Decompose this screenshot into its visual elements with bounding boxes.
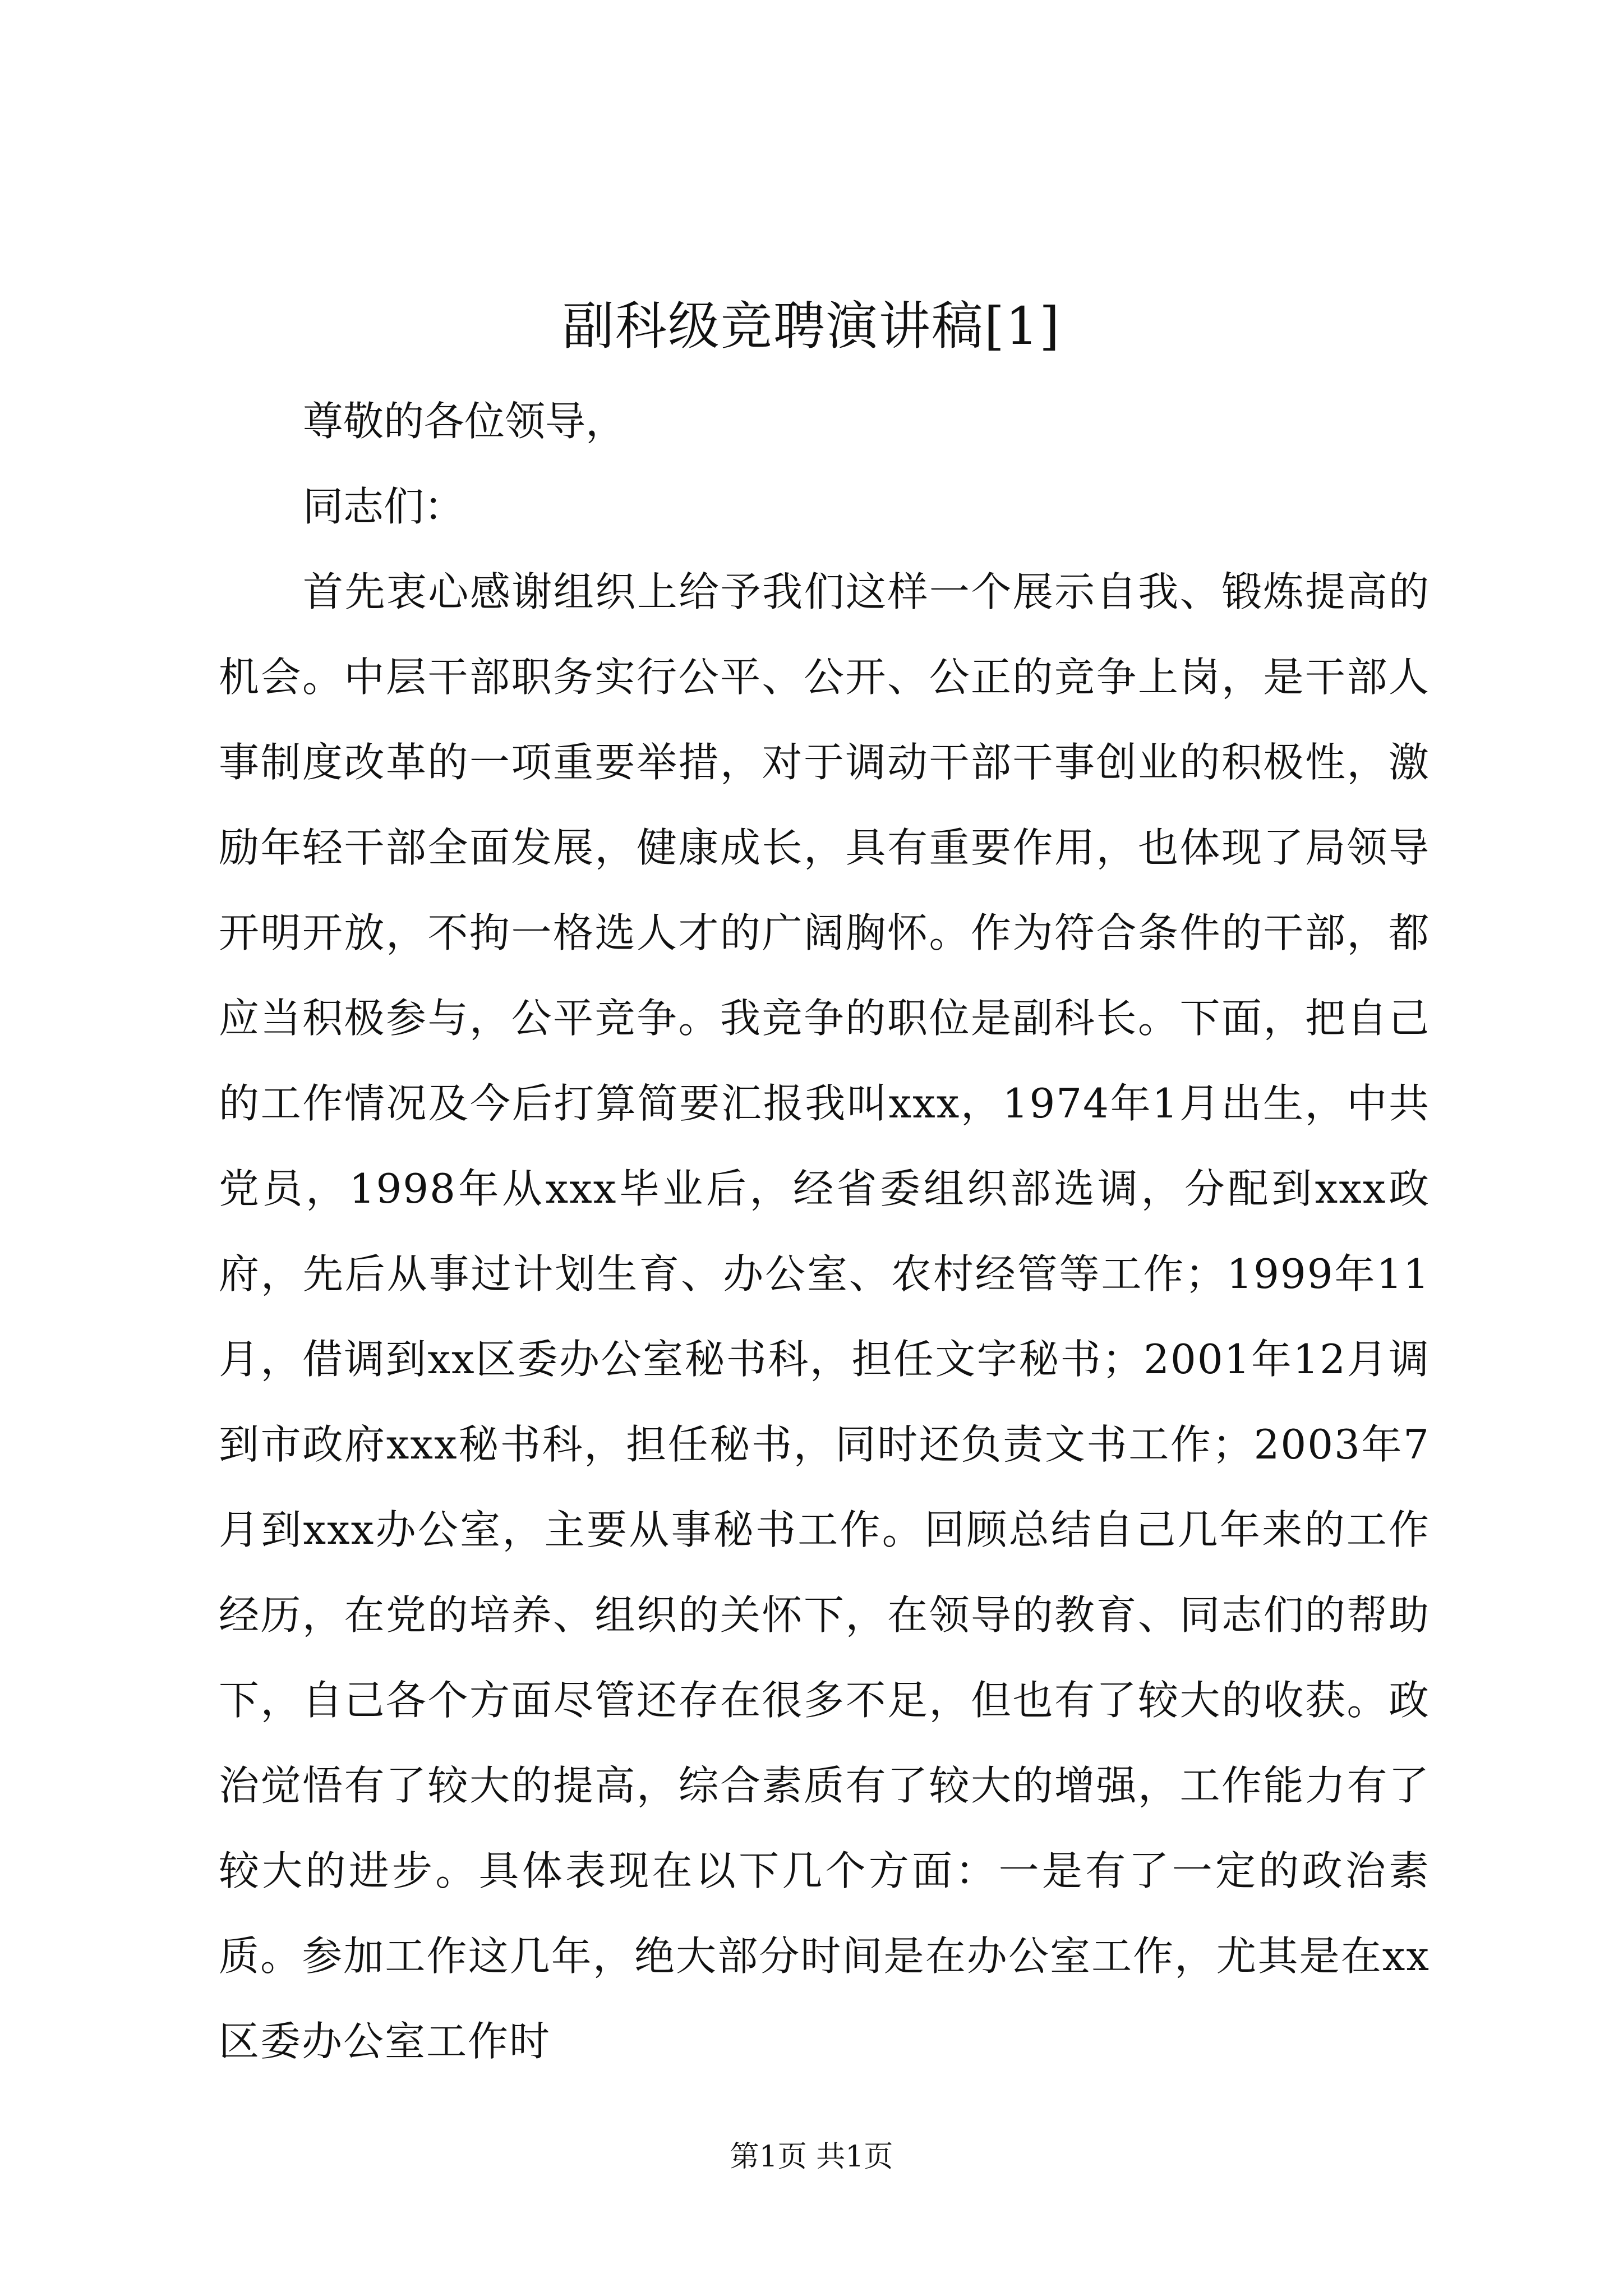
body-paragraph: 首先衷心感谢组织上给予我们这样一个展示自我、锻炼提高的机会。中层干部职务实行公平、公开、公正的竞争上岗，是干部人事制度改革的一项重要举措，对于调动干部干事创业的积极性，激励年轻干部全面发展，健康成长，具有重要作用，也体现了局领导开明开放，不拘一格选人才的广阔胸怀。作为符合条件的干部，都应当积极参与，公平竞争。我竞争的职位是副科长。下面，把自己的工作情况及今后打算简要汇报我叫xxx，1974年1月出生，中共党员，1998年从xxx毕业后，经省委组织部选调，分配到xxx政府，先后从事过计划生育、办公室、农村经管等工作；1999年11月，借调到xx区委办公室秘书科，担任文字秘书；2001年12月调到市政府xxx秘书科，担任秘书，同时还负责文书工作；2003年7月到xxx办公室，主要从事秘书工作。回顾总结自己几年来的工作经历，在党的培养、组织的关怀下，在领导的教育、同志们的帮助下，自己各个方面尽管还存在很多不足，但也有了较大的收获。政治觉悟有了较大的提高，综合素质有了较大的增强，工作能力有了较大的进步。具体表现在以下几个方面：一是有了一定的政治素质。参加工作这几年，绝大部分时间是在办公室工作，尤其是在xx区委办公室工作时: [219, 568, 1430, 2065]
salutation-line-2: 同志们：: [303, 483, 465, 530]
salutation-line-1: 尊敬的各位领导，: [303, 398, 626, 445]
document-title: 副科级竞聘演讲稿[1]: [562, 296, 1061, 356]
page-footer: 第1页 共1页: [730, 2140, 893, 2174]
